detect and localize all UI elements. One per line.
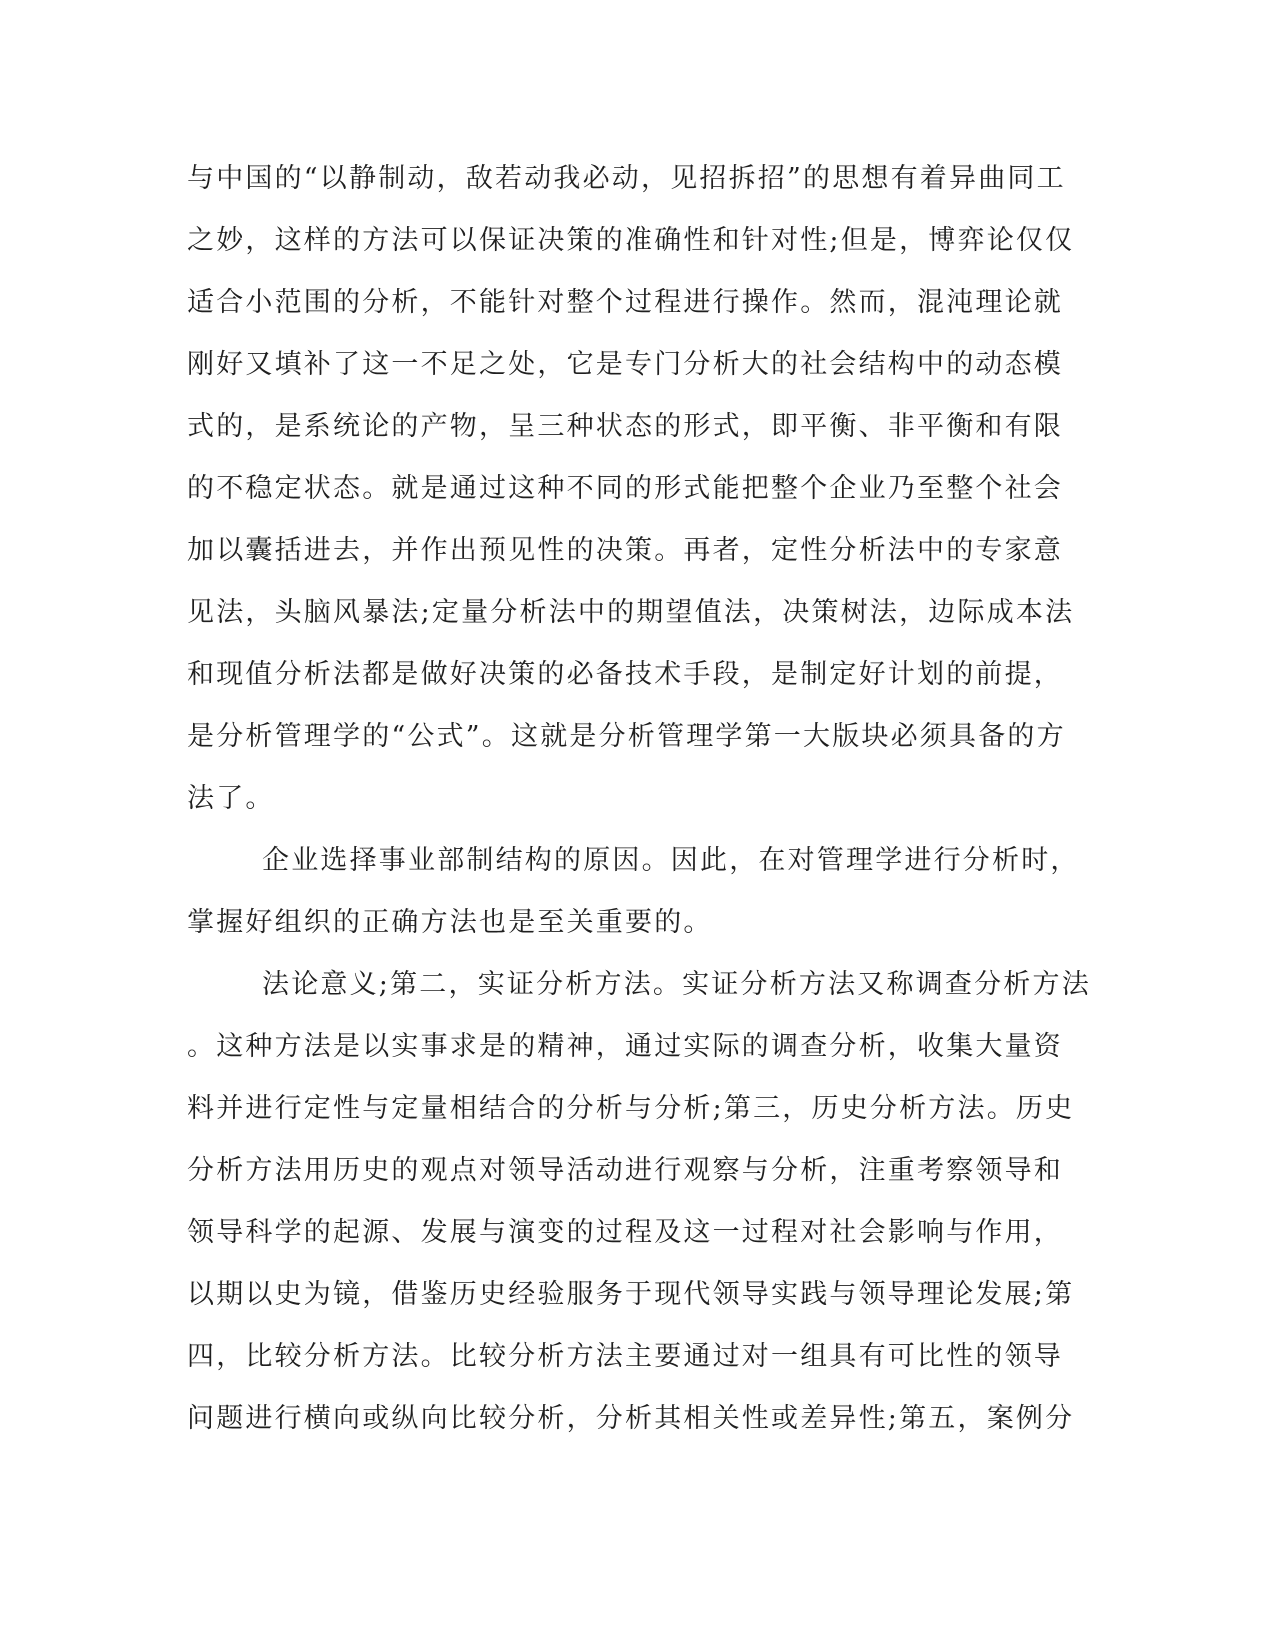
text-line: 领导科学的起源、发展与演变的过程及这一过程对社会影响与作用， bbox=[187, 1217, 1063, 1248]
paragraph-2 bbox=[187, 830, 1087, 954]
text-line: 企业选择事业部制结构的原因。因此，在对管理学进行分析时， bbox=[262, 845, 1080, 876]
text-line: 与中国的“以静制动，敌若动我必动，见招拆招”的思想有着异曲同工 bbox=[187, 163, 1066, 194]
text-line: 料并进行定性与定量相结合的分析与分析;第三，历史分析方法。历史 bbox=[187, 1093, 1075, 1124]
text-line: 刚好又填补了这一不足之处，它是专门分析大的社会结构中的动态模 bbox=[187, 349, 1063, 380]
text-line: 问题进行横向或纵向比较分析，分析其相关性或差异性;第五，案例分 bbox=[187, 1403, 1075, 1434]
text-line: 法论意义;第二，实证分析方法。实证分析方法又称调查分析方法 bbox=[262, 969, 1091, 1000]
document-body bbox=[187, 148, 1091, 1450]
text-line: 。这种方法是以实事求是的精神，通过实际的调查分析，收集大量资 bbox=[187, 1031, 1063, 1062]
text-line: 掌握好组织的正确方法也是至关重要的。 bbox=[187, 907, 713, 938]
text-line: 适合小范围的分析，不能针对整个过程进行操作。然而，混沌理论就 bbox=[187, 287, 1063, 318]
text-line: 的不稳定状态。就是通过这种不同的形式能把整个企业乃至整个社会 bbox=[187, 473, 1063, 504]
text-line: 式的，是系统论的产物，呈三种状态的形式，即平衡、非平衡和有限 bbox=[187, 411, 1063, 442]
text-line: 是分析管理学的“公式”。这就是分析管理学第一大版块必须具备的方 bbox=[187, 721, 1066, 752]
text-line: 和现值分析法都是做好决策的必备技术手段，是制定好计划的前提， bbox=[187, 659, 1063, 690]
paragraph-3 bbox=[187, 954, 1091, 1450]
text-line: 之妙，这样的方法可以保证决策的准确性和针对性;但是，博弈论仅仅 bbox=[187, 225, 1075, 256]
text-line: 加以囊括进去，并作出预见性的决策。再者，定性分析法中的专家意 bbox=[187, 535, 1063, 566]
text-line: 法了。 bbox=[187, 783, 275, 814]
text-line: 以期以史为镜，借鉴历史经验服务于现代领导实践与领导理论发展;第 bbox=[187, 1279, 1075, 1310]
text-line: 分析方法用历史的观点对领导活动进行观察与分析，注重考察领导和 bbox=[187, 1155, 1063, 1186]
paragraph-1 bbox=[187, 148, 1087, 830]
text-line: 见法，头脑风暴法;定量分析法中的期望值法，决策树法，边际成本法 bbox=[187, 597, 1075, 628]
text-line: 四，比较分析方法。比较分析方法主要通过对一组具有可比性的领导 bbox=[187, 1341, 1063, 1372]
